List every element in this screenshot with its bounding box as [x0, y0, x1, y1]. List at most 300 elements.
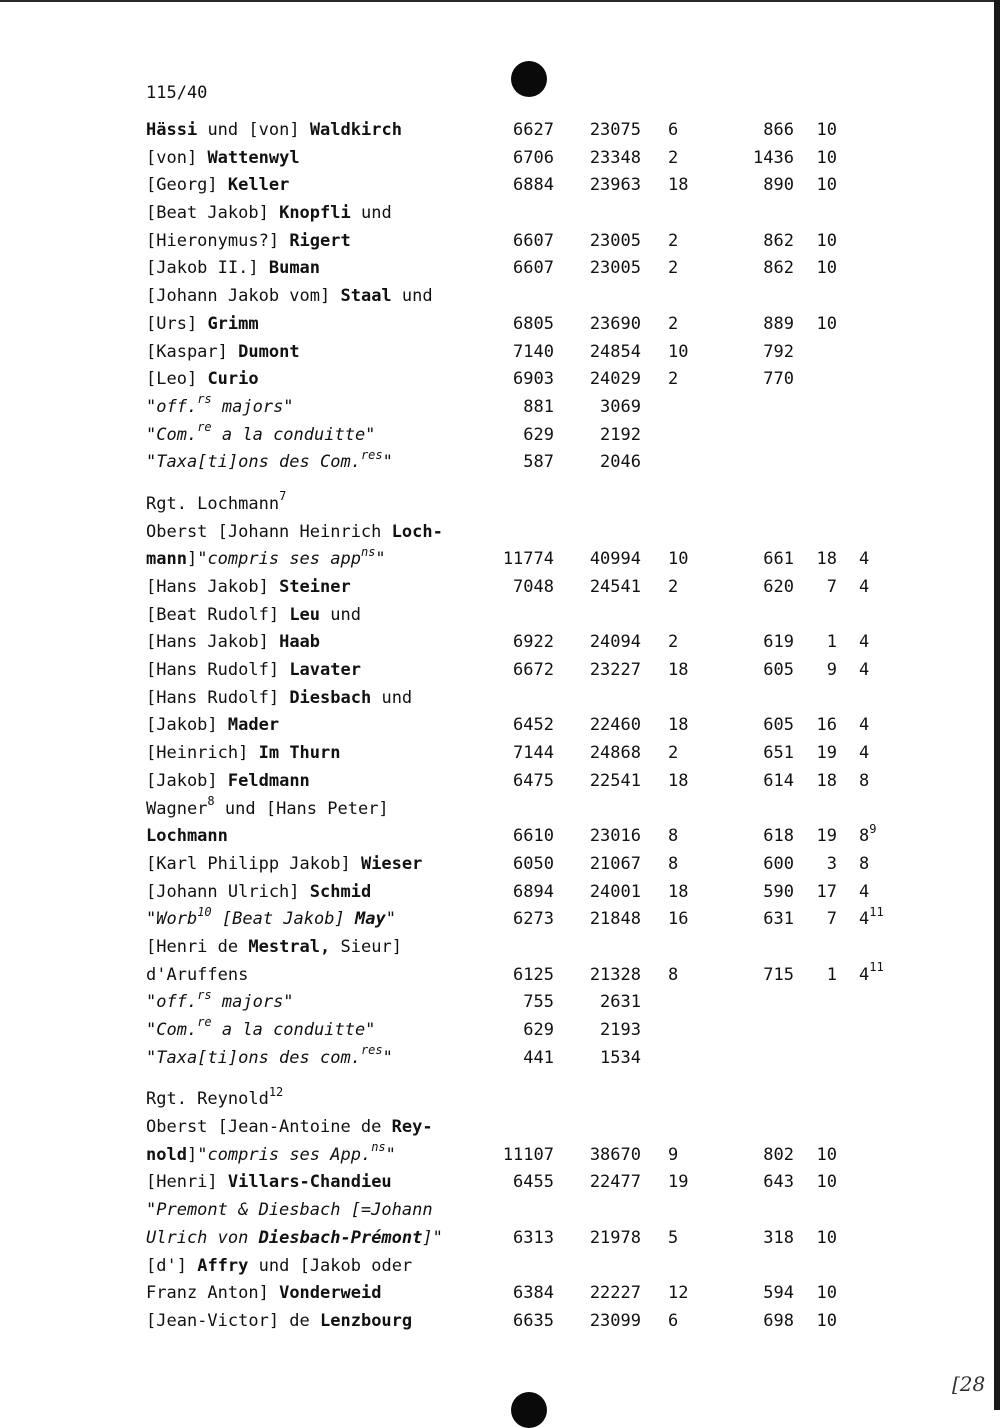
entry-name-part: Keller [227, 175, 290, 196]
value-col-3 [668, 712, 688, 740]
entry-name [146, 1086, 283, 1114]
value-col-1 [513, 1308, 554, 1336]
cell-value: 21978 [589, 1227, 641, 1248]
value-col-3 [668, 117, 678, 145]
entry-name-part: und [381, 687, 413, 708]
cell-value: 2 [668, 230, 679, 251]
table-row [0, 989, 1000, 1017]
cell-value: 8 [859, 770, 870, 791]
cell-value: 4 [859, 715, 870, 736]
cell-value: 6627 [513, 120, 554, 140]
value-col-2 [590, 574, 641, 602]
cell-value: 1 [826, 632, 837, 653]
cell-value: 6384 [513, 1283, 554, 1304]
value-col-6 [859, 768, 869, 796]
entry-name-part: "Com. [146, 424, 198, 445]
entry-name-part: "compris ses app [197, 549, 361, 570]
entry-name [146, 311, 259, 339]
cell-value: 755 [523, 992, 554, 1013]
entry-name [146, 740, 341, 768]
value-col-3 [668, 574, 678, 602]
cell-value: 21328 [589, 964, 641, 985]
cell-value: 18 [668, 175, 689, 196]
entry-name-part: [Henri] [146, 1172, 218, 1193]
table-row [0, 1114, 1000, 1142]
entry-name [146, 1169, 392, 1197]
table-row [0, 906, 1000, 934]
entry-name [146, 1308, 412, 1336]
scan-edge-top [0, 0, 1000, 2]
entry-name-part: [Hans Rudolf] [146, 687, 280, 708]
value-col-2 [590, 1308, 641, 1336]
entry-name [146, 1197, 433, 1225]
entry-name-part: [Jakob] [146, 770, 218, 791]
value-col-3 [668, 657, 688, 685]
cell-value: 605 [763, 660, 794, 681]
entry-name [146, 145, 300, 173]
table-row [0, 1253, 1000, 1281]
value-col-5 [817, 712, 837, 740]
entry-name-part: Curio [207, 369, 259, 390]
value-col-1 [503, 1142, 554, 1170]
value-col-2 [600, 1017, 641, 1045]
footnote-marker: 11 [869, 959, 884, 974]
value-col-5 [827, 629, 837, 657]
value-col-6 [859, 546, 869, 574]
cell-value: 7 [826, 909, 837, 930]
entry-name-part: 8 [207, 793, 215, 808]
value-col-3 [668, 228, 678, 256]
entry-name-part: Lenzbourg [320, 1310, 413, 1331]
table-row [0, 366, 1000, 394]
table-row [0, 491, 1000, 519]
value-col-5 [817, 1308, 837, 1336]
value-col-4 [763, 768, 794, 796]
value-col-3 [668, 1225, 678, 1253]
table-row [0, 1017, 1000, 1045]
cell-value: 890 [763, 175, 794, 196]
cell-value: 2631 [600, 992, 641, 1013]
entry-name [146, 934, 402, 962]
cell-value: 3069 [600, 396, 641, 417]
entry-name-part: " [375, 549, 386, 570]
entry-name-part: Im Thurn [258, 743, 341, 764]
value-col-5 [827, 851, 837, 879]
cell-value: 16 [668, 909, 689, 930]
entry-name [146, 519, 443, 547]
entry-name-part: Rgt. Lochmann [146, 493, 280, 514]
table-row [0, 602, 1000, 630]
entry-name [146, 491, 286, 519]
cell-value: 23016 [589, 826, 641, 847]
entry-name [146, 851, 422, 879]
entry-name [146, 574, 351, 602]
cell-value: 10 [816, 147, 837, 168]
cell-value: 8 [668, 826, 679, 847]
cell-value: 862 [763, 230, 794, 251]
entry-name-part: rs [197, 987, 212, 1002]
cell-value: 18 [668, 660, 689, 681]
entry-name-part: Leu [289, 604, 321, 625]
entry-name-part: " [382, 452, 393, 473]
cell-value: 2 [668, 577, 679, 597]
entry-name-part: [Hieronymus?] [146, 230, 280, 251]
page-reference: 115/40 [146, 83, 208, 103]
value-col-4 [763, 879, 794, 907]
cell-value: 6706 [513, 147, 554, 168]
table-row [0, 851, 1000, 879]
value-col-3 [668, 172, 688, 200]
entry-name-part: Diesbach [289, 687, 372, 708]
cell-value: 594 [763, 1283, 794, 1304]
entry-name-part: [Georg] [146, 175, 218, 196]
cell-value: 4 [859, 964, 870, 985]
value-col-4 [763, 117, 794, 145]
entry-name-part: [von] [146, 147, 198, 168]
regiment-table [0, 117, 1000, 1336]
cell-value: 318 [763, 1227, 794, 1248]
entry-name-part: und [Hans Peter] [224, 798, 389, 819]
value-col-2 [600, 394, 641, 422]
entry-name [146, 366, 259, 394]
cell-value: 619 [763, 632, 794, 653]
cell-value: 866 [763, 120, 794, 140]
entry-name-part: mann [146, 549, 187, 570]
cell-value: 6805 [513, 313, 554, 334]
entry-name [146, 255, 320, 283]
table-row [0, 959, 1000, 990]
entry-name-part: May [354, 909, 386, 930]
cell-value: 9 [668, 1144, 679, 1165]
entry-name-part: Wattenwyl [207, 147, 300, 168]
cell-value: 802 [763, 1144, 794, 1165]
entry-name-part: Wagner [146, 798, 208, 819]
cell-value: 23227 [589, 660, 641, 681]
cell-value: 10 [816, 175, 837, 196]
cell-value: 7144 [513, 743, 554, 764]
entry-name-part: Schmid [309, 881, 372, 902]
entry-name-part: [Henri de [146, 936, 239, 957]
cell-value: 18 [816, 770, 837, 791]
cell-value: 21067 [589, 853, 641, 874]
entry-name-part: Wieser [360, 853, 423, 874]
table-row [0, 200, 1000, 228]
value-col-2 [590, 117, 641, 145]
cell-value: 6607 [513, 230, 554, 251]
entry-name-part: und [401, 286, 433, 307]
value-col-2 [590, 339, 641, 367]
value-col-2 [590, 823, 641, 851]
value-col-3 [668, 823, 678, 851]
value-col-3 [668, 629, 678, 657]
cell-value: 24001 [589, 881, 641, 902]
entry-name-part: Dumont [238, 341, 300, 362]
entry-name [146, 685, 412, 713]
cell-value: 2 [668, 258, 679, 279]
entry-name-part: a la conduitte" [221, 1020, 376, 1040]
table-row [0, 546, 1000, 574]
value-col-3 [668, 339, 688, 367]
cell-value: 6610 [513, 826, 554, 847]
value-col-2 [590, 1169, 641, 1197]
value-col-2 [590, 851, 641, 879]
value-col-6 [859, 823, 876, 851]
value-col-2 [590, 657, 641, 685]
cell-value: 605 [763, 715, 794, 736]
cell-value: 4 [859, 577, 870, 597]
table-row [0, 172, 1000, 200]
table-row [0, 1280, 1000, 1308]
cell-value: 21848 [589, 909, 641, 930]
value-col-6 [859, 740, 869, 768]
entry-name-part: Mestral, [248, 936, 331, 957]
entry-name [146, 419, 376, 450]
value-col-1 [513, 629, 554, 657]
entry-name [146, 602, 361, 630]
value-col-1 [523, 989, 554, 1017]
value-col-5 [817, 768, 837, 796]
cell-value: 10 [816, 1310, 837, 1331]
table-row [0, 768, 1000, 796]
cell-value: 6273 [513, 909, 554, 930]
cell-value: 441 [523, 1047, 554, 1068]
cell-value: 4 [859, 909, 870, 930]
entry-name-part: Grimm [207, 313, 259, 334]
entry-name-part: ]" [422, 1227, 443, 1248]
entry-name-part: und [360, 203, 392, 224]
value-col-2 [590, 172, 641, 200]
table-row [0, 629, 1000, 657]
entry-name-part: 12 [268, 1084, 284, 1099]
value-col-1 [513, 172, 554, 200]
value-col-4 [763, 962, 794, 990]
cell-value: 618 [763, 826, 794, 847]
entry-name [146, 793, 389, 824]
entry-name [146, 1280, 381, 1308]
entry-name-part: Buman [268, 258, 321, 279]
value-col-2 [600, 449, 641, 477]
entry-name-part: Ulrich von [146, 1227, 249, 1248]
table-row [0, 1225, 1000, 1253]
entry-name [146, 1017, 375, 1045]
table-row [0, 519, 1000, 547]
entry-name-part: Rgt. Reynold [146, 1089, 269, 1110]
value-col-2 [590, 1225, 641, 1253]
entry-name-part: Rey- [391, 1117, 433, 1138]
footnote-marker: 9 [869, 821, 877, 836]
value-col-5 [817, 255, 837, 283]
cell-value: 19 [816, 743, 837, 764]
cell-value: 600 [763, 853, 794, 874]
entry-name-part: [Heinrich] [146, 743, 249, 764]
entry-name [146, 768, 310, 796]
cell-value: 590 [763, 881, 794, 902]
cell-value: 11774 [502, 549, 554, 570]
entry-name-part: Affry [197, 1255, 249, 1276]
entry-name-part: [Leo] [146, 369, 198, 390]
cell-value: 6313 [513, 1227, 554, 1248]
entry-name-part: "Taxa[ti]ons des com. [146, 1047, 361, 1068]
cell-value: 4 [859, 632, 870, 653]
cell-value: 4 [859, 660, 870, 681]
punch-hole-top [511, 61, 547, 97]
value-col-5 [817, 117, 837, 145]
cell-value: 6452 [513, 715, 554, 736]
entry-name [146, 1142, 396, 1170]
value-col-2 [590, 255, 641, 283]
cell-value: 23963 [589, 175, 641, 196]
cell-value: 18 [668, 881, 689, 902]
entry-name-part: "off. [146, 396, 198, 417]
cell-value: 8 [859, 853, 870, 874]
entry-name-part: Knopfli [279, 203, 351, 224]
cell-value: 18 [816, 549, 837, 570]
value-col-2 [590, 228, 641, 256]
value-col-4 [763, 546, 794, 574]
value-col-2 [600, 1045, 641, 1073]
entry-name-part: [Karl Philipp Jakob] [146, 853, 351, 874]
entry-name [146, 879, 371, 907]
value-col-4 [763, 311, 794, 339]
entry-name-part: und [von] [207, 120, 300, 140]
value-col-4 [763, 1142, 794, 1170]
entry-name [146, 1225, 443, 1253]
cell-value: 10 [816, 1283, 837, 1304]
entry-name-part: a la conduitte" [221, 424, 376, 445]
value-col-3 [668, 255, 678, 283]
value-col-1 [513, 339, 554, 367]
value-col-5 [817, 311, 837, 339]
entry-name-part: Diesbach-Prémont [258, 1227, 423, 1248]
cell-value: 10 [816, 1172, 837, 1193]
cell-value: 24094 [589, 632, 641, 653]
value-col-5 [817, 145, 837, 173]
cell-value: 8 [859, 826, 870, 847]
value-col-4 [763, 1308, 794, 1336]
cell-value: 10 [668, 341, 689, 362]
entry-name-part: Loch- [391, 521, 443, 542]
cell-value: 620 [763, 577, 794, 597]
cell-value: 24541 [589, 577, 641, 597]
cell-value: 661 [763, 549, 794, 570]
cell-value: 629 [523, 424, 554, 445]
cell-value: 631 [763, 909, 794, 930]
value-col-3 [668, 906, 688, 934]
entry-name-part: "Worb [146, 909, 198, 930]
cell-value: 587 [523, 452, 554, 473]
entry-name-part: [Hans Jakob] [146, 632, 269, 653]
cell-value: 19 [816, 826, 837, 847]
entry-name [146, 629, 320, 657]
cell-value: 6903 [513, 369, 554, 390]
value-col-5 [817, 1280, 837, 1308]
value-col-1 [513, 851, 554, 879]
table-row [0, 574, 1000, 602]
cell-value: 2046 [600, 452, 641, 473]
value-col-1 [523, 1017, 554, 1045]
entry-name-part: [Hans Jakob] [146, 577, 269, 597]
table-row [0, 419, 1000, 450]
value-col-5 [827, 574, 837, 602]
value-col-1 [513, 740, 554, 768]
value-col-3 [668, 962, 678, 990]
value-col-4 [763, 1169, 794, 1197]
cell-value: 40994 [589, 549, 641, 570]
cell-value: 23690 [589, 313, 641, 334]
punch-hole-bottom [511, 1392, 547, 1428]
value-col-3 [668, 546, 688, 574]
cell-value: 24854 [589, 341, 641, 362]
entry-name-part: "Premont & Diesbach [=Johann [146, 1200, 433, 1221]
cell-value: 862 [763, 258, 794, 279]
value-col-2 [590, 768, 641, 796]
value-col-5 [817, 1169, 837, 1197]
entry-name-part: Waldkirch [309, 120, 402, 140]
value-col-3 [668, 311, 678, 339]
value-col-3 [668, 145, 678, 173]
value-col-1 [513, 1169, 554, 1197]
entry-name [146, 449, 393, 477]
cell-value: 23075 [589, 120, 641, 140]
cell-value: 770 [763, 369, 794, 390]
entry-name-part: [d'] [146, 1255, 187, 1276]
entry-name-part: " [385, 1144, 396, 1165]
value-col-1 [513, 574, 554, 602]
table-row [0, 712, 1000, 740]
cell-value: 2 [668, 313, 679, 334]
table-row [0, 685, 1000, 713]
cell-value: 16 [816, 715, 837, 736]
entry-name-part: d'Aruffens [146, 964, 249, 985]
value-col-6 [859, 574, 869, 602]
entry-name-part: [Beat Jakob] [221, 909, 345, 930]
entry-name-part: "compris ses App. [197, 1144, 372, 1165]
value-col-1 [513, 657, 554, 685]
entry-name-part: 10 [197, 904, 212, 919]
value-col-3 [668, 851, 678, 879]
value-col-1 [513, 879, 554, 907]
cell-value: 715 [763, 964, 794, 985]
value-col-4 [763, 366, 794, 394]
cell-value: 2 [668, 147, 679, 168]
entry-name [146, 172, 289, 200]
value-col-4 [763, 574, 794, 602]
entry-name-part: Oberst [Jean-Antoine de [146, 1117, 382, 1138]
cell-value: 18 [668, 715, 689, 736]
entry-name-part: [Beat Jakob] [146, 203, 269, 224]
table-row [0, 657, 1000, 685]
cell-value: 1436 [753, 147, 794, 168]
value-col-4 [763, 906, 794, 934]
cell-value: 2192 [600, 424, 641, 445]
entry-name-part: "off. [146, 992, 198, 1013]
value-col-1 [513, 1280, 554, 1308]
entry-name [146, 1253, 412, 1281]
footnote-marker: 11 [869, 904, 884, 919]
entry-name-part: [Johann Jakob vom] [146, 286, 331, 307]
cell-value: 2 [668, 369, 679, 390]
entry-name [146, 200, 392, 228]
cell-value: 614 [763, 770, 794, 791]
value-col-2 [590, 962, 641, 990]
value-col-5 [817, 1225, 837, 1253]
entry-name-part: und [330, 604, 361, 625]
cell-value: 6 [668, 120, 679, 140]
entry-name-part: Staal [340, 286, 392, 307]
cell-value: 23099 [589, 1310, 641, 1331]
cell-value: 6455 [513, 1172, 554, 1193]
value-col-5 [827, 906, 837, 934]
